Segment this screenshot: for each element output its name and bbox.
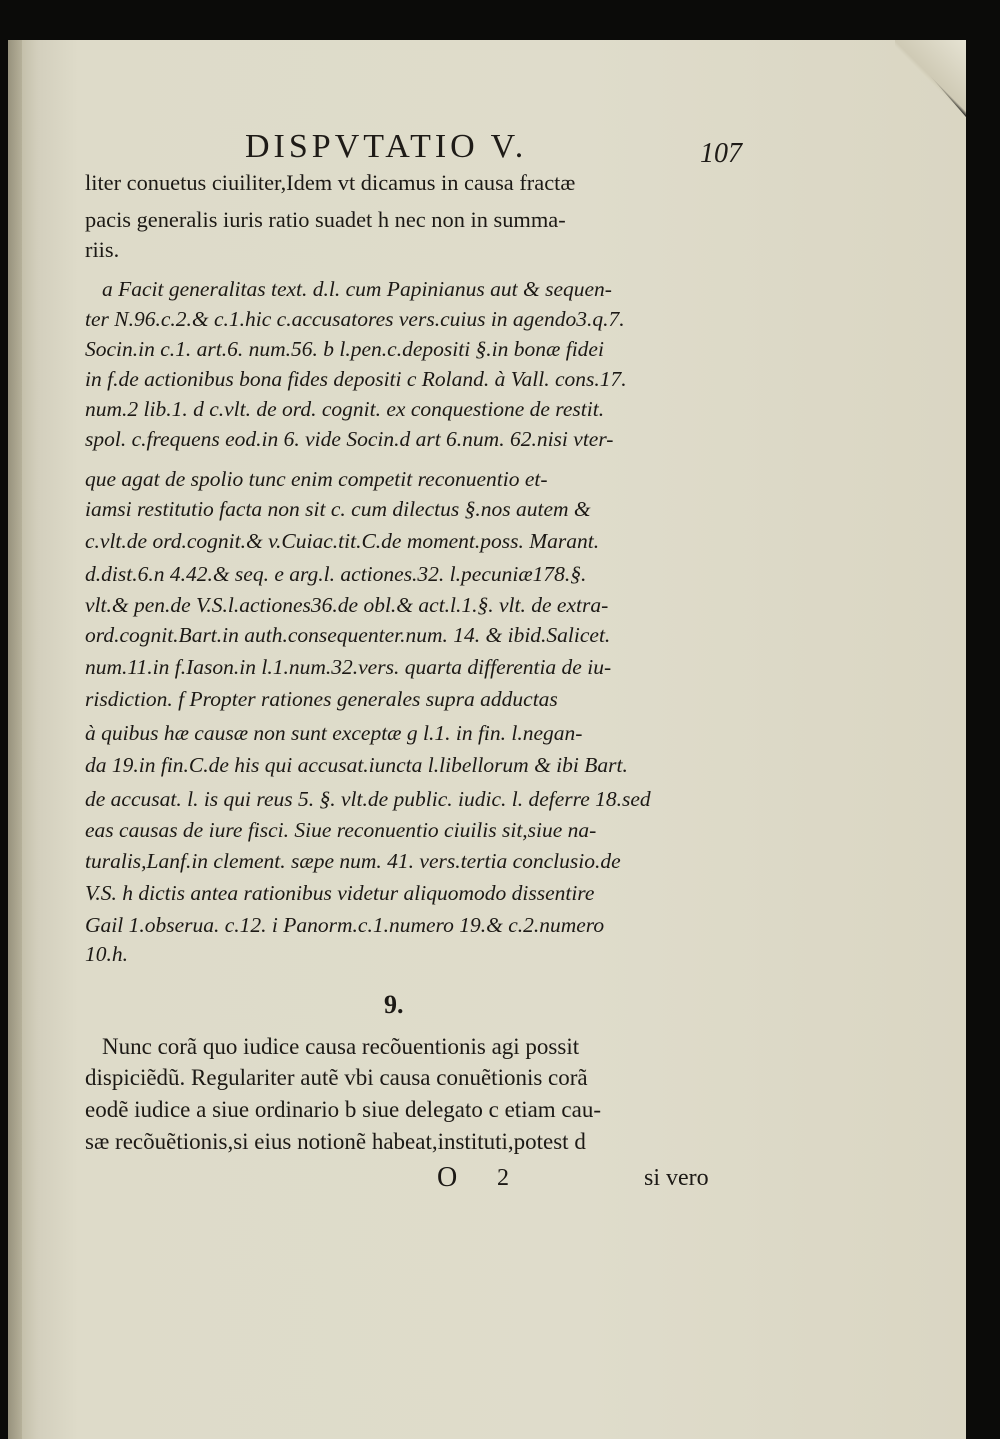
- note-line: V.S. h dictis antea rationibus videtur aliquomodo dissentire: [85, 881, 595, 905]
- folded-corner: [895, 40, 966, 118]
- note-line: ter N.96.c.2.& c.1.hic c.accusatores vers.cuius in agendo3.q.7.: [85, 307, 625, 331]
- text-line: liter conuetus ciuiliter,Idem vt dicamus in causa fractæ: [85, 170, 576, 195]
- text-line: eodẽ iudice a siue ordinario b siue delegato c etiam cau-: [85, 1097, 602, 1122]
- page-gutter-shadow: [8, 40, 22, 1439]
- note-line: eas causas de iure fisci. Siue reconuentio ciuilis sit,siue na-: [85, 818, 597, 842]
- catchword: si vero: [644, 1165, 709, 1191]
- note-line: d.dist.6.n 4.42.& seq. e arg.l. actiones.32. l.pecuniæ178.§.: [85, 562, 587, 586]
- note-line: turalis,Lanf.in clement. sæpe num. 41. vers.tertia conclusio.de: [85, 849, 621, 873]
- signature-number: 2: [497, 1165, 509, 1191]
- note-line: num.11.in f.Iason.in l.1.num.32.vers. quarta differentia de iu-: [85, 655, 612, 679]
- signature-mark: O: [437, 1162, 458, 1193]
- page-number: 107: [700, 138, 742, 169]
- note-line: risdiction. f Propter rationes generales supra adductas: [85, 687, 558, 711]
- note-line: num.2 lib.1. d c.vlt. de ord. cognit. ex conquestione de restit.: [85, 397, 605, 421]
- text-line: pacis generalis iuris ratio suadet h nec non in summa-: [85, 207, 566, 232]
- note-line: 10.h.: [85, 942, 128, 966]
- text-line: sæ recõuẽtionis,si eius notionẽ habeat,instituti,potest d: [85, 1129, 586, 1154]
- text-line: riis.: [85, 237, 120, 262]
- text-line: dispiciẽdũ. Regulariter autẽ vbi causa conuẽtionis corã: [85, 1065, 588, 1090]
- section-number: 9.: [384, 990, 404, 1019]
- note-line: spol. c.frequens eod.in 6. vide Socin.d art 6.num. 62.nisi vter-: [85, 427, 614, 451]
- note-line: in f.de actionibus bona fides depositi c Roland. à Vall. cons.17.: [85, 367, 627, 391]
- note-line: da 19.in fin.C.de his qui accusat.iuncta l.libellorum & ibi Bart.: [85, 753, 628, 777]
- note-line: vlt.& pen.de V.S.l.actiones36.de obl.& act.l.1.§. vlt. de extra-: [85, 593, 609, 617]
- text-line: Nunc corã quo iudice causa recõuentionis agi possit: [102, 1034, 580, 1059]
- note-line: que agat de spolio tunc enim competit reconuentio et-: [85, 467, 548, 491]
- note-line: à quibus hæ causæ non sunt exceptæ g l.1. in fin. l.negan-: [85, 721, 583, 745]
- note-line: Gail 1.obserua. c.12. i Panorm.c.1.numero 19.& c.2.numero: [85, 913, 605, 937]
- note-line: c.vlt.de ord.cognit.& v.Cuiac.tit.C.de moment.poss. Marant.: [85, 529, 600, 553]
- note-line: ord.cognit.Bart.in auth.consequenter.num. 14. & ibid.Salicet.: [85, 623, 611, 647]
- running-head: DISPVTATIO V.: [245, 128, 528, 165]
- note-line: Socin.in c.1. art.6. num.56. b l.pen.c.depositi §.in bonæ fidei: [85, 337, 604, 361]
- note-line: de accusat. l. is qui reus 5. §. vlt.de public. iudic. l. deferre 18.sed: [85, 787, 651, 811]
- note-line: a Facit generalitas text. d.l. cum Papinianus aut & sequen-: [102, 277, 612, 301]
- note-line: iamsi restitutio facta non sit c. cum dilectus §.nos autem &: [85, 497, 591, 521]
